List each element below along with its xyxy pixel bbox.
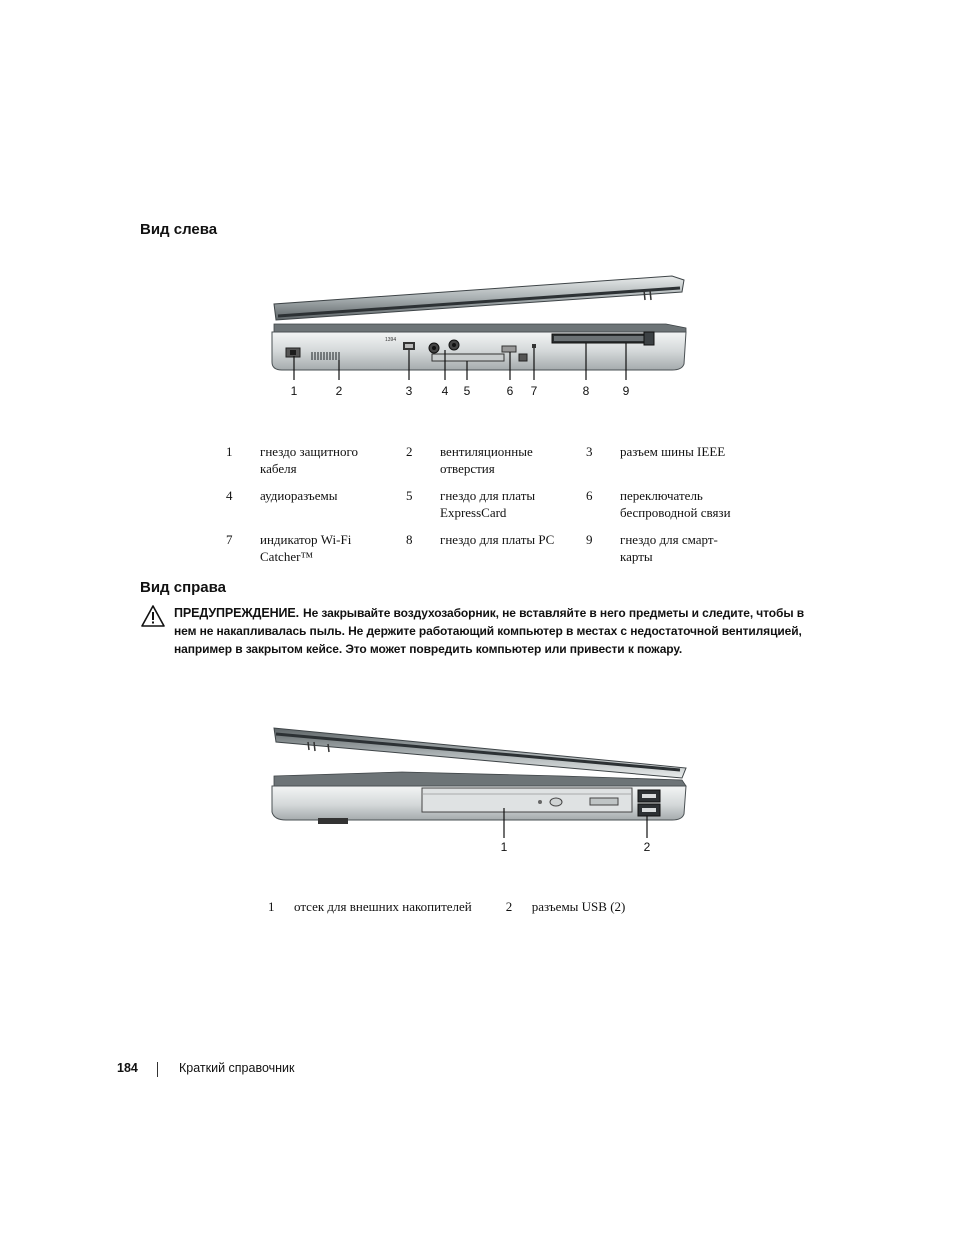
legend-text: гнездо для платы ExpressCard xyxy=(440,488,536,520)
legend-text: гнездо защитного кабеля xyxy=(260,444,359,476)
footer-divider xyxy=(157,1062,158,1077)
callout-2: 2 xyxy=(643,840,651,854)
warning-text-block xyxy=(140,604,820,658)
legend-number: 2 xyxy=(505,899,513,914)
legend-row xyxy=(266,897,657,916)
legend-number: 9 xyxy=(586,532,593,547)
callout-4: 4 xyxy=(441,384,449,398)
warning-label: ПРЕДУПРЕЖДЕНИЕ. xyxy=(174,606,300,620)
legend-number: 7 xyxy=(226,532,233,547)
warning-body: Не закрывайте воздухозаборник, не вставляйте в него предметы и следите, чтобы в нем не накапливалась пыль. Не держите работающий компьютер в местах с недостаточной вентиляцией, например в закрытом кейсе. Это может повредить компьютер или привести к пожару. xyxy=(174,606,804,656)
legend-number: 1 xyxy=(226,444,233,459)
legend-number: 5 xyxy=(406,488,413,503)
callout-2: 2 xyxy=(335,384,343,398)
laptop-left-side-illustration xyxy=(262,268,692,400)
legend-text: разъемы USB (2) xyxy=(531,899,626,914)
legend-row xyxy=(222,531,762,575)
legend-row xyxy=(222,443,762,487)
legend-text: гнездо для смарт-карты xyxy=(620,532,718,564)
legend-row xyxy=(222,487,762,531)
section-title-right-view: Вид справа xyxy=(140,579,227,596)
callout-1: 1 xyxy=(290,384,298,398)
warning-notice xyxy=(140,604,820,658)
callout-7: 7 xyxy=(530,384,538,398)
legend-text: индикатор Wi-Fi Catcher™ xyxy=(260,532,352,564)
legend-text: переключатель беспроводной связи xyxy=(620,488,731,520)
laptop-left-drawing xyxy=(262,268,692,400)
callout-8: 8 xyxy=(582,384,590,398)
legend-text: гнездо для платы PC xyxy=(440,532,555,547)
callout-5: 5 xyxy=(463,384,471,398)
callout-1: 1 xyxy=(500,840,508,854)
legend-table-left-view xyxy=(222,443,762,575)
callout-9: 9 xyxy=(622,384,630,398)
legend-text: разъем шины IEEE xyxy=(620,444,726,459)
legend-text: аудиоразъемы xyxy=(260,488,338,503)
legend-number: 3 xyxy=(586,444,593,459)
warning-triangle-icon xyxy=(140,604,166,628)
laptop-right-side-illustration xyxy=(262,718,692,858)
legend-number: 1 xyxy=(268,899,275,914)
callout-3: 3 xyxy=(405,384,413,398)
legend-number: 8 xyxy=(406,532,413,547)
legend-number: 6 xyxy=(586,488,593,503)
callout-6: 6 xyxy=(506,384,514,398)
footer-title: Краткий справочник xyxy=(179,1061,295,1075)
page-number: 184 xyxy=(117,1061,138,1075)
section-title-left-view: Вид слева xyxy=(140,221,218,238)
legend-text: вентиляционные отверстия xyxy=(440,444,533,476)
port-marking: 1394 xyxy=(385,337,397,343)
legend-text: отсек для внешних накопителей xyxy=(294,899,472,914)
legend-number: 4 xyxy=(226,488,233,503)
laptop-right-drawing xyxy=(262,718,692,858)
legend-table-right-view xyxy=(266,897,657,916)
legend-number: 2 xyxy=(406,444,413,459)
